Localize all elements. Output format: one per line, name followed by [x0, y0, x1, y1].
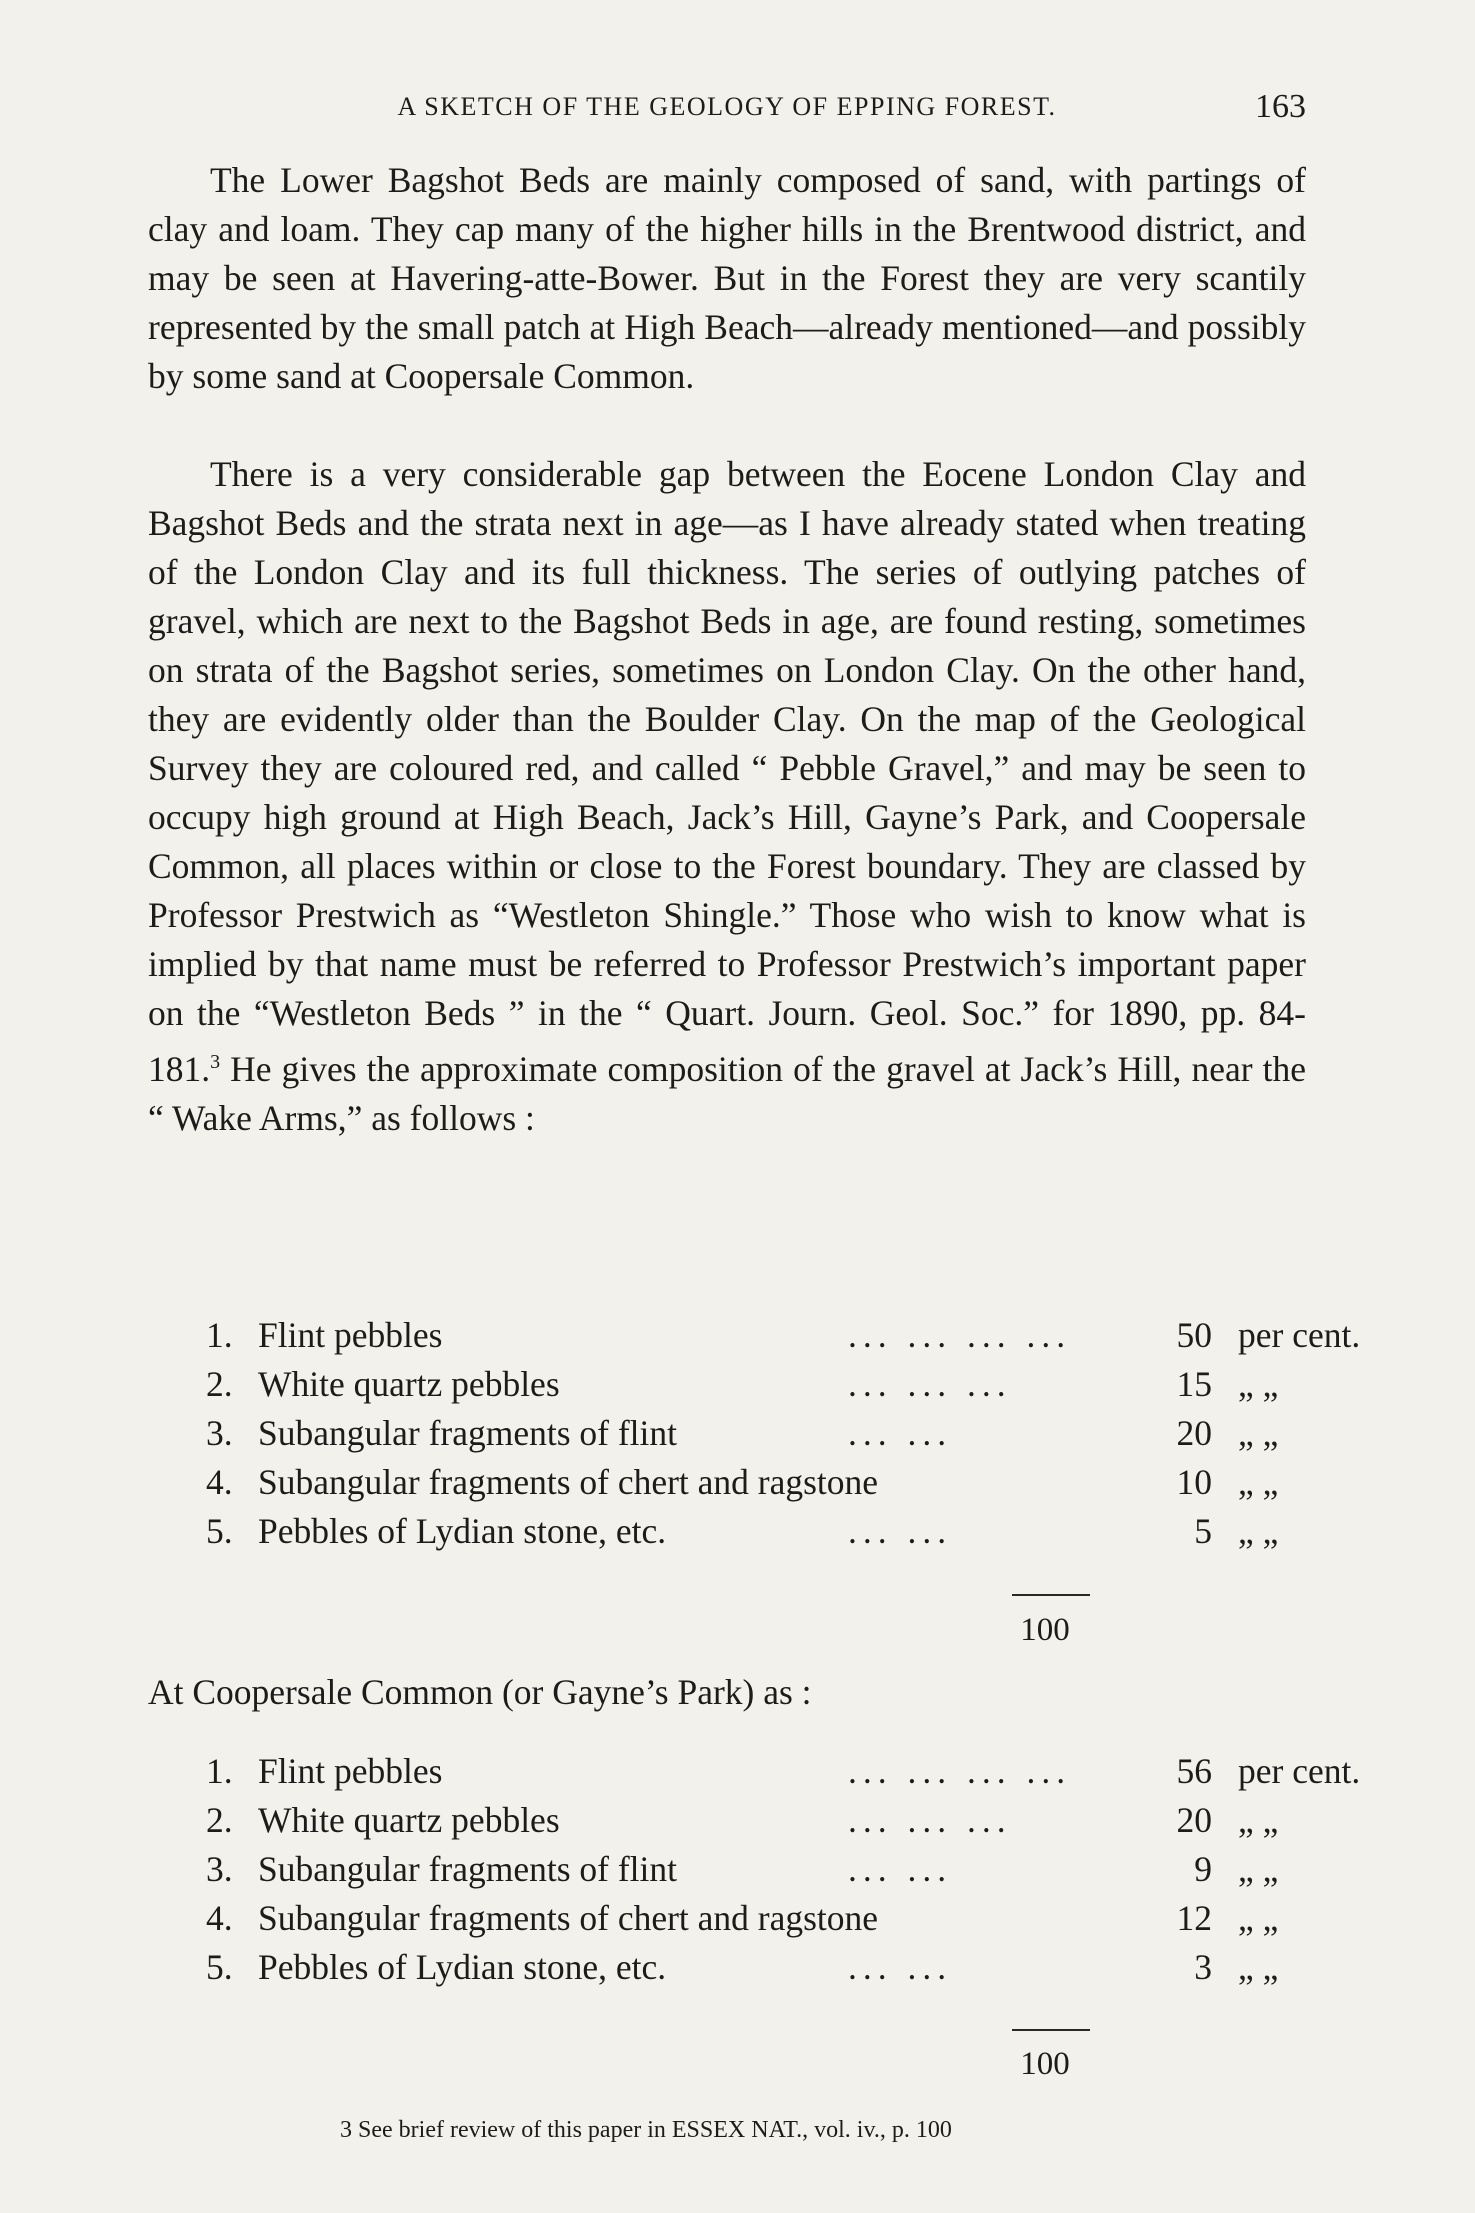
paragraph-text: There is a very considerable gap between the Eocene London Clay and Bagshot Beds and the strata next in age—as I have already stated when treating of the London Clay and its full thickness. The series of outlying patches of gravel, which are next to the Bagshot Beds in age, are found resting, sometimes on strata of the Bagshot series, sometimes on London Clay. On the other hand, they are evidently older than the Boulder Clay. On the map of the Geological Survey they are coloured red, and called “ Pebble Gravel,” and may be seen to occupy high ground at High Beach, Jack’s Hill, Gayne’s Park, and Coopersale Common, all places within or close to the Forest boundary. They are classed by Professor Prestwich as “Westleton Shingle.” Those who wish to know what is implied by that name must be referred to Professor Prestwich’s important paper on the “Westleton Beds ” in the “ Quart. Journ. Geol. Soc.” for 1890, pp. 84-181. [148, 454, 1306, 1089]
row-unit: „ „ [1238, 1511, 1279, 1551]
row-unit: „ „ [1238, 1413, 1279, 1453]
row-label: Subangular fragments of chert and ragstone [258, 1462, 879, 1502]
total-coopersale: 100 [1020, 2046, 1070, 2082]
composition-row [148, 1943, 1306, 1992]
row-number: 2. [206, 1800, 233, 1840]
composition-row [148, 1796, 1306, 1845]
page-header [148, 88, 1306, 128]
row-number: 3. [206, 1413, 233, 1453]
row-leader-dots: ... ... ... ... [848, 1751, 1072, 1791]
row-unit: „ „ [1238, 1898, 1279, 1938]
row-unit: „ „ [1238, 1947, 1279, 1987]
row-leader-dots: ... ... ... [848, 1364, 1012, 1404]
row-label: Pebbles of Lydian stone, etc. [258, 1511, 667, 1551]
composition-row [148, 1311, 1361, 1360]
footnote-marker: 3 [340, 2117, 352, 2143]
row-leader-dots: ... ... [848, 1511, 953, 1551]
row-label: Subangular fragments of chert and ragstone [258, 1898, 879, 1938]
row-leader-dots: ... ... ... ... [848, 1315, 1072, 1355]
row-value: 9 [1194, 1849, 1212, 1889]
row-unit: „ „ [1238, 1849, 1279, 1889]
row-unit: „ „ [1238, 1800, 1279, 1840]
composition-row [148, 1845, 1306, 1894]
row-value: 15 [1176, 1364, 1212, 1404]
paragraph-text-end: He gives the approximate composition of the gravel at Jack’s Hill, near the “ Wake Arms,” as follows : [148, 1048, 1306, 1138]
row-number: 2. [206, 1364, 233, 1404]
row-value: 20 [1176, 1800, 1212, 1840]
row-number: 5. [206, 1947, 233, 1987]
row-label: White quartz pebbles [258, 1364, 560, 1404]
row-unit: per cent. [1238, 1751, 1361, 1791]
row-number: 4. [206, 1462, 233, 1502]
composition-list-jacks-hill [148, 1311, 1361, 1556]
row-unit: „ „ [1238, 1462, 1279, 1502]
row-label: Subangular fragments of flint [258, 1413, 677, 1453]
running-title: A SKETCH OF THE GEOLOGY OF EPPING FOREST. [397, 92, 1057, 121]
row-unit: „ „ [1238, 1364, 1279, 1404]
row-number: 5. [206, 1511, 233, 1551]
coopersale-intro: At Coopersale Common (or Gayne’s Park) as : [148, 1672, 812, 1712]
row-label: Flint pebbles [258, 1751, 443, 1791]
row-number: 1. [206, 1315, 233, 1355]
row-label: Pebbles of Lydian stone, etc. [258, 1947, 667, 1987]
footnote [340, 2114, 952, 2146]
row-leader-dots: ... ... ... [848, 1800, 1012, 1840]
composition-row [148, 1360, 1306, 1409]
sum-rule [1012, 2029, 1090, 2031]
row-value: 3 [1194, 1947, 1212, 1987]
composition-row [148, 1747, 1361, 1796]
row-value: 20 [1176, 1413, 1212, 1453]
row-value: 5 [1194, 1511, 1212, 1551]
paragraph-pebble-gravel [148, 450, 1306, 1143]
row-leader-dots: ... ... [848, 1947, 953, 1987]
page-number: 163 [1255, 88, 1306, 125]
row-value: 50 [1176, 1315, 1212, 1355]
row-value: 56 [1176, 1751, 1212, 1791]
total-jacks-hill: 100 [1020, 1612, 1070, 1648]
composition-row [148, 1507, 1306, 1556]
sum-rule [1012, 1594, 1090, 1596]
row-value: 12 [1176, 1898, 1212, 1938]
row-label: Subangular fragments of flint [258, 1849, 677, 1889]
row-unit: per cent. [1238, 1315, 1361, 1355]
row-label: White quartz pebbles [258, 1800, 560, 1840]
footnote-reference: 3 [210, 1051, 221, 1073]
row-label: Flint pebbles [258, 1315, 443, 1355]
footnote-text: See brief review of this paper in ESSEX NAT., vol. iv., p. 100 [352, 2117, 952, 2143]
row-leader-dots: ... ... [848, 1849, 953, 1889]
row-number: 3. [206, 1849, 233, 1889]
composition-list-coopersale [148, 1747, 1361, 1992]
paragraph-lower-bagshot: The Lower Bagshot Beds are mainly composed of sand, with partings of clay and loam. They cap many of the higher hills in the Brentwood district, and may be seen at Havering-atte-Bower. But in the Forest they are very scantily represented by the small patch at High Beach—already mentioned—and possibly by some sand at Coopersale Common. [148, 160, 1306, 396]
composition-row [148, 1409, 1306, 1458]
row-value: 10 [1176, 1462, 1212, 1502]
composition-row [148, 1894, 1306, 1943]
composition-row [148, 1458, 1306, 1507]
row-leader-dots: ... ... [848, 1413, 953, 1453]
row-number: 1. [206, 1751, 233, 1791]
row-number: 4. [206, 1898, 233, 1938]
